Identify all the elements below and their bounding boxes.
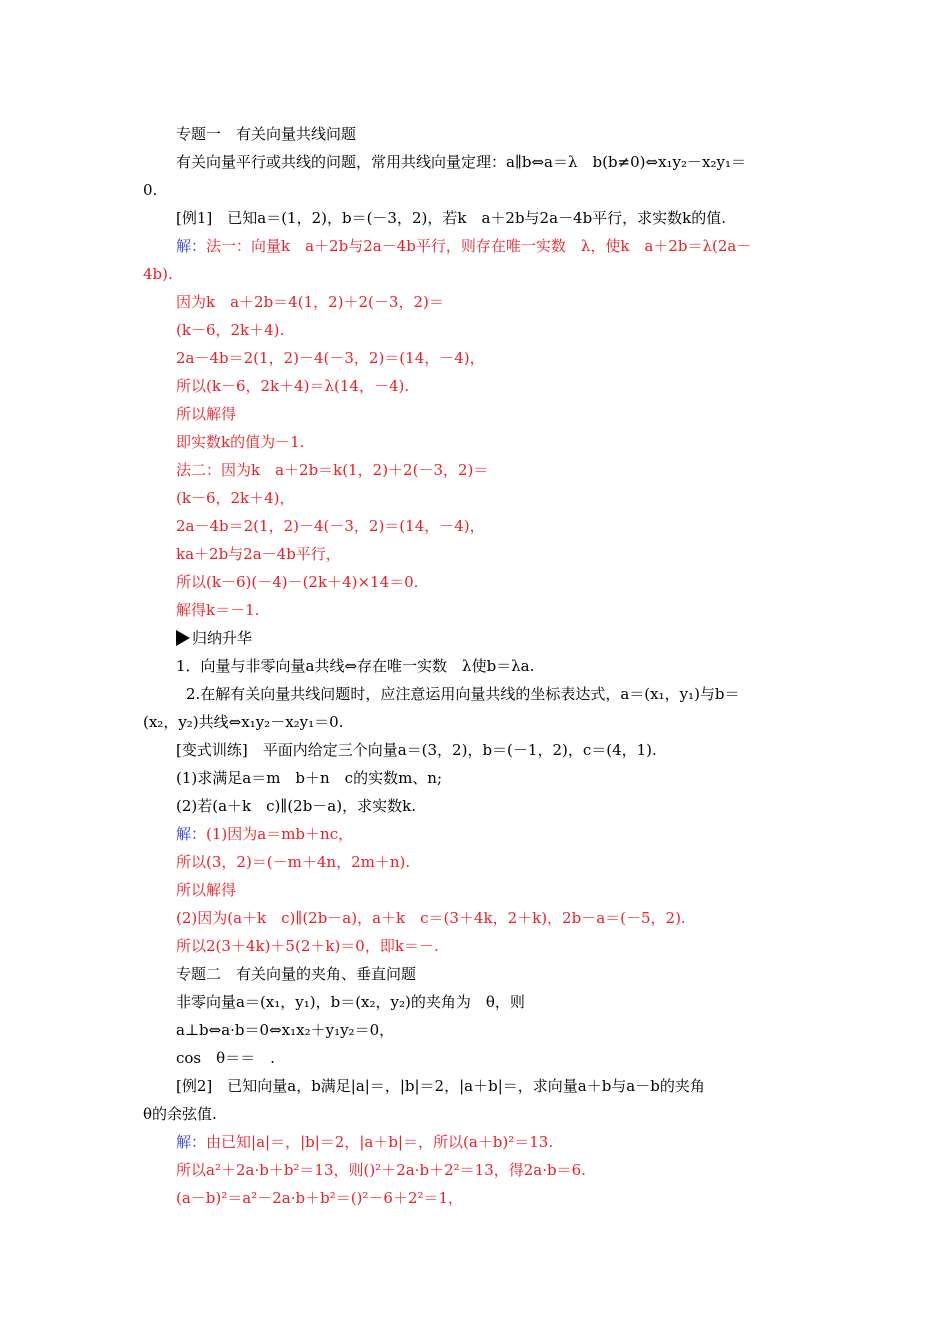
- section-2-intro-line: a⊥b⇔a·b＝0⇔x₁x₂＋y₁y₂＝0，: [176, 1021, 395, 1039]
- variant-exercise-problem: [变式训练] 平面内给定三个向量a＝(3，2)，b＝(－1，2)，c＝(4，1).: [176, 741, 657, 759]
- triangle-marker-icon: [176, 630, 190, 646]
- variant-solution-line: 所以解得: [176, 881, 237, 899]
- section-1-intro-line: 有关向量平行或共线的问题，常用共线向量定理：a∥b⇔a＝λ b(b≠0)⇔x₁y₂－x₂y₁＝: [176, 153, 747, 171]
- section-2-heading: 专题二 有关向量的夹角、垂直问题: [176, 965, 417, 983]
- example-2-solution-line: 所以a²＋2a·b＋b²＝13，则()²＋2a·b＋2²＝13，得2a·b＝6.: [176, 1161, 586, 1179]
- variant-solution-line: 所以2(3＋4k)＋5(2＋k)＝0，即k＝－.: [176, 937, 439, 955]
- example-1-method-2-line: 法二：因为k a＋2b＝k(1，2)＋2(－3，2)＝: [176, 461, 489, 479]
- example-1-solution-line: 所以解得: [176, 405, 237, 423]
- example-2-solution-line: 解：由已知|a|＝，|b|＝2，|a＋b|＝，所以(a＋b)²＝13.: [176, 1133, 554, 1151]
- section-2-intro-line: cos θ＝＝ .: [176, 1049, 275, 1067]
- example-1-solution-line: (k－6，2k＋4).: [176, 321, 285, 339]
- example-1-method-2-line: 解得k＝－1.: [176, 601, 260, 619]
- example-1-method-2-line: 2a－4b＝2(1，2)－4(－3，2)＝(14，－4)，: [176, 517, 485, 535]
- summary-point-2: 2.在解有关向量共线问题时，应注意运用向量共线的坐标表达式，a＝(x₁，y₁)与b＝: [186, 685, 740, 703]
- section-1-intro-line-cont: 0.: [143, 181, 158, 199]
- summary-point-2-cont: (x₂，y₂)共线⇔x₁y₂－x₂y₁＝0.: [143, 713, 344, 731]
- variant-exercise-part-2: (2)若(a＋k c)∥(2b－a)，求实数k.: [176, 797, 416, 815]
- section-2-intro-line: 非零向量a＝(x₁，y₁)，b＝(x₂，y₂)的夹角为 θ，则: [176, 993, 525, 1011]
- example-1-solution-line: 2a－4b＝2(1，2)－4(－3，2)＝(14，－4)，: [176, 349, 485, 367]
- example-1-method-2-line: (k－6，2k＋4)，: [176, 489, 295, 507]
- solution-label: 解：: [176, 1133, 207, 1151]
- example-1-solution-line: 解：法一：向量k a＋2b与2a－4b平行，则存在唯一实数 λ，使k a＋2b＝λ(2a－: [176, 237, 752, 255]
- example-2-solution-line: (a－b)²＝a²－2a·b＋b²＝()²－6＋2²＝1，: [176, 1189, 464, 1207]
- example-2-problem-cont: θ的余弦值.: [143, 1105, 217, 1123]
- variant-solution-line: 解：(1)因为a＝mb＋nc，: [176, 825, 354, 843]
- variant-solution-line: (2)因为(a＋k c)∥(2b－a)，a＋k c＝(3＋4k，2＋k)，2b－a＝(－5，2).: [176, 909, 686, 927]
- summary-point-1: 1．向量与非零向量a共线⇔存在唯一实数 λ使b＝λa.: [176, 657, 535, 675]
- summary-heading: 归纳升华: [176, 628, 252, 648]
- example-1-solution-line: 因为k a＋2b＝4(1，2)＋2(－3，2)＝: [176, 293, 444, 311]
- example-2-problem: [例2] 已知向量a，b满足|a|＝，|b|＝2，|a＋b|＝，求向量a＋b与a－b的夹角: [176, 1077, 705, 1095]
- example-1-solution-line: 所以(k－6，2k＋4)＝λ(14，－4).: [176, 377, 410, 395]
- variant-solution-line: 所以(3，2)＝(－m＋4n，2m＋n).: [176, 853, 411, 871]
- variant-exercise-part-1: (1)求满足a＝m b＋n c的实数m、n;: [176, 769, 443, 787]
- solution-label: 解：: [176, 237, 207, 255]
- example-1-problem: [例1] 已知a＝(1，2)，b＝(－3，2)，若k a＋2b与2a－4b平行，求实数k的值.: [176, 209, 727, 227]
- example-1-method-2-line: ka＋2b与2a－4b平行，: [176, 545, 341, 563]
- section-1-heading: 专题一 有关向量共线问题: [176, 125, 357, 143]
- solution-label: 解：: [176, 825, 207, 843]
- example-1-solution-line: 即实数k的值为－1.: [176, 433, 305, 451]
- example-1-solution-line: 4b).: [143, 265, 173, 283]
- example-1-method-2-line: 所以(k－6)(－4)－(2k＋4)×14＝0.: [176, 573, 419, 591]
